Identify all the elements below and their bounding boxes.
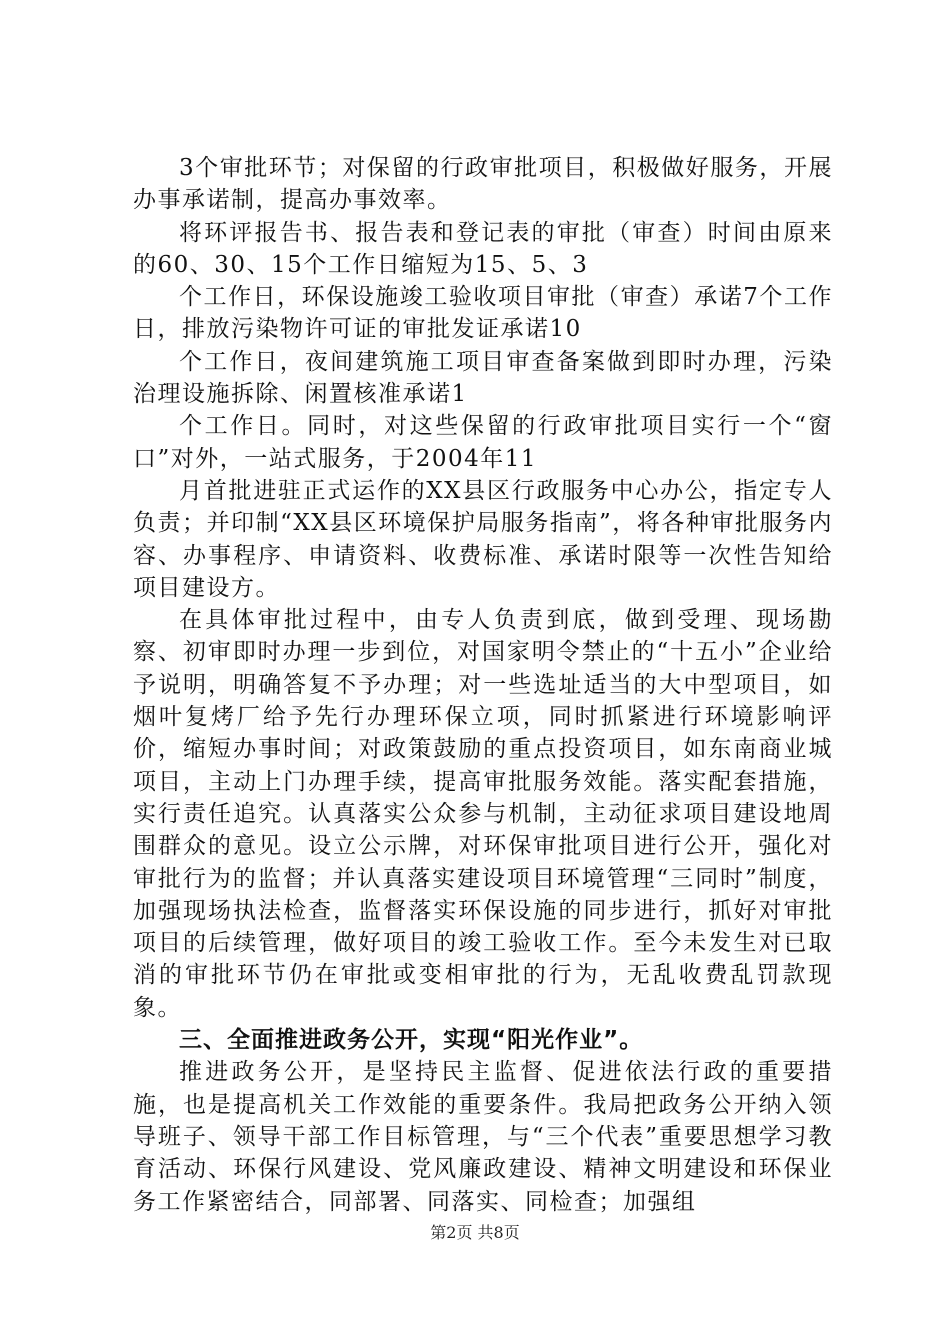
paragraph-7: 在具体审批过程中，由专人负责到底，做到受理、现场勘察、初审即时办理一步到位，对国家明令禁止的“十五小”企业给予说明，明确答复不予办理；对一些选址适当的大中型项目，如烟叶复烤厂给予先行办理环保立项，同时抓紧进行环境影响评价，缩短办事时间；对政策鼓励的重点投资项目，如东南商业城项目，主动上门办理手续，提高审批服务效能。落实配套措施，实行责任追究。认真落实公众参与机制，主动征求项目建设地周围群众的意见。设立公示牌，对环保审批项目进行公开，强化对审批行为的监督；并认真落实建设项目环境管理“三同时”制度，加强现场执法检查，监督落实环保设施的同步进行，抓好对审批项目的后续管理，做好项目的竣工验收工作。至今未发生对已取消的审批环节仍在审批或变相审批的行为，无乱收费乱罚款现象。 (133, 607, 833, 1021)
paragraph-3: 个工作日，环保设施竣工验收项目审批（审查）承诺7个工作日，排放污染物许可证的审批发证承诺10 (133, 284, 833, 343)
paragraph-5: 个工作日。同时，对这些保留的行政审批项目实行一个“窗口”对外，一站式服务，于2004年11 (133, 413, 833, 472)
paragraph-1: 3个审批环节；对保留的行政审批项目，积极做好服务，开展办事承诺制，提高办事效率。 (133, 155, 833, 214)
section-heading: 三、全面推进政务公开，实现“阳光作业”。 (179, 1027, 644, 1054)
page-indicator: 第2页 共8页 (430, 1223, 520, 1242)
paragraph-2: 将环评报告书、报告表和登记表的审批（审查）时间由原来的60、30、15个工作日缩短为15、5、3 (133, 219, 833, 278)
document-body (133, 152, 833, 1218)
closing-paragraph: 推进政务公开，是坚持民主监督、促进依法行政的重要措施，也是提高机关工作效能的重要条件。我局把政务公开纳入领导班子、领导干部工作目标管理，与“三个代表”重要思想学习教育活动、环保行风建设、党风廉政建设、精神文明建设和环保业务工作紧密结合，同部署、同落实、同检查；加强组 (133, 1059, 833, 1215)
paragraph-6: 月首批进驻正式运作的XX县区行政服务中心办公，指定专人负责；并印制“XX县区环境保护局服务指南”，将各种审批服务内容、办事程序、申请资料、收费标准、承诺时限等一次性告知给项目建设方。 (133, 477, 833, 601)
page-footer (0, 1223, 950, 1243)
paragraph-4: 个工作日，夜间建筑施工项目审查备案做到即时办理，污染治理设施拆除、闲置核准承诺1 (133, 348, 833, 408)
